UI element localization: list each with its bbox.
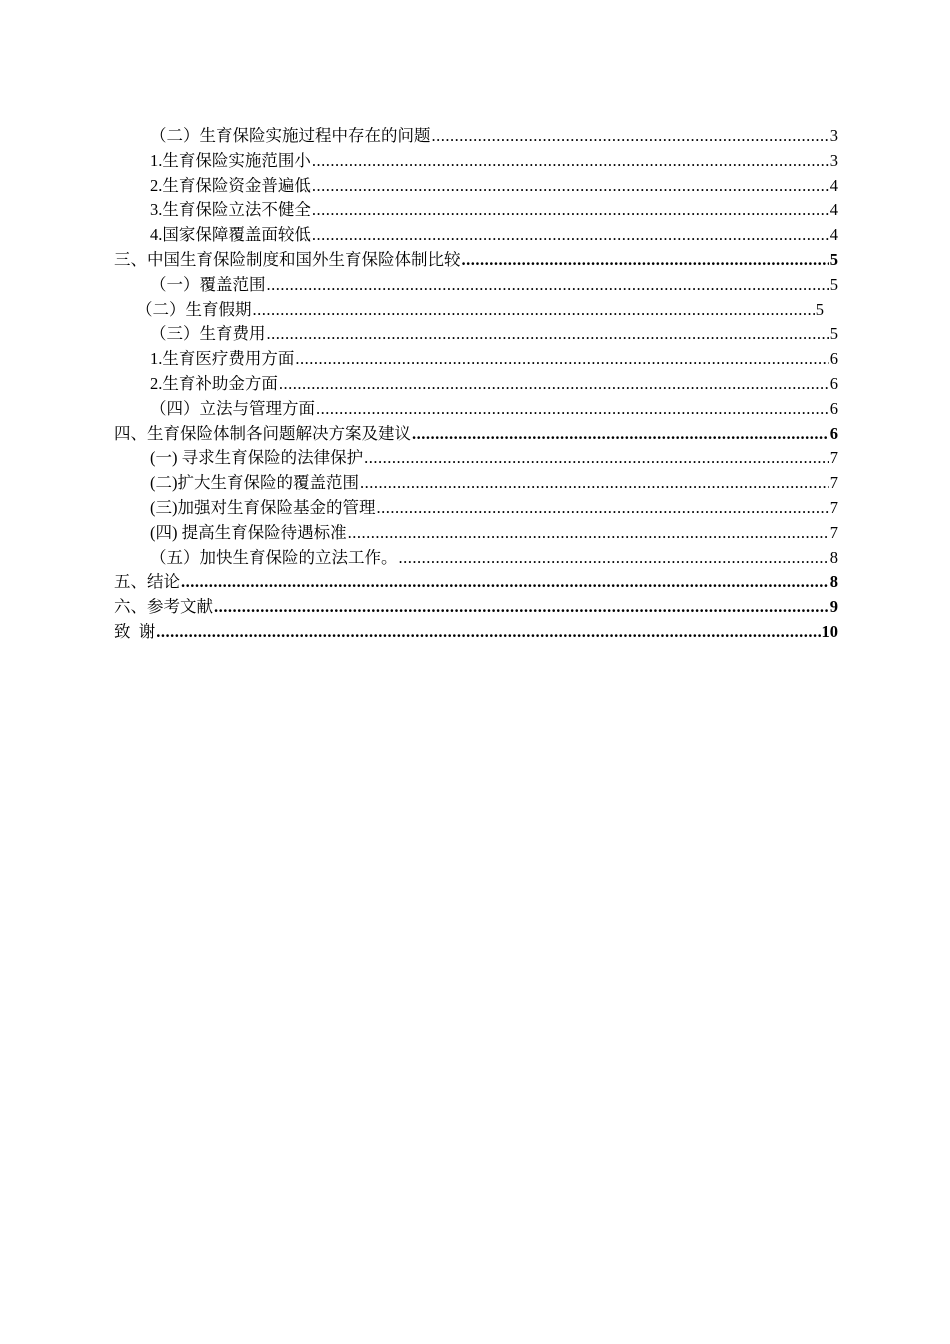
toc-entry[interactable] (114, 521, 838, 546)
toc-entry[interactable] (114, 174, 838, 199)
toc-page-number: 7 (829, 497, 838, 517)
toc-entry-label: （三）生育费用 (150, 324, 266, 344)
toc-page-number: 7 (829, 473, 838, 493)
toc-dot-leader (295, 347, 828, 372)
toc-page-number: 8 (829, 572, 838, 592)
toc-dot-leader (312, 198, 829, 223)
toc-dot-leader (316, 397, 829, 422)
toc-page-number: 6 (829, 373, 838, 393)
toc-page-number: 4 (829, 200, 838, 220)
toc-entry[interactable] (114, 397, 838, 422)
toc-section-entry[interactable] (114, 570, 838, 595)
toc-page-number: 5 (829, 249, 838, 269)
table-of-contents (114, 124, 838, 645)
toc-dot-leader (312, 223, 829, 248)
toc-dot-leader (432, 124, 829, 149)
toc-entry-label: 2.生育补助金方面 (150, 373, 278, 393)
toc-entry-label: 2.生育保险资金普遍低 (150, 175, 311, 195)
toc-section-entry[interactable] (114, 595, 838, 620)
toc-entry[interactable] (114, 471, 838, 496)
toc-entry[interactable] (114, 124, 838, 149)
toc-entry-label: (三)加强对生育保险基金的管理 (150, 497, 376, 517)
toc-entry[interactable] (114, 322, 838, 347)
toc-entry[interactable] (114, 446, 838, 471)
toc-page-number: 7 (829, 448, 838, 468)
toc-dot-leader (214, 595, 829, 620)
toc-entry-label: (一) 寻求生育保险的法律保护 (150, 448, 364, 468)
toc-entry-label: （五）加快生育保险的立法工作。 (150, 547, 398, 567)
toc-page-number: 6 (829, 423, 838, 443)
toc-entry-label: (四) 提高生育保险待遇标准 (150, 522, 347, 542)
toc-entry[interactable] (114, 372, 838, 397)
toc-entry-label: （一）覆盖范围 (150, 274, 266, 294)
toc-dot-leader (312, 174, 829, 199)
toc-entry[interactable] (114, 298, 824, 323)
toc-dot-leader (399, 546, 829, 571)
toc-dot-leader (377, 496, 829, 521)
toc-entry[interactable] (114, 223, 838, 248)
toc-page-number: 6 (829, 349, 838, 369)
toc-dot-leader (279, 372, 829, 397)
toc-entry[interactable] (114, 347, 838, 372)
toc-entry-label: （二）生育假期 (136, 299, 252, 319)
toc-page-number: 10 (821, 621, 838, 641)
toc-entry-label: （四）立法与管理方面 (150, 398, 315, 418)
toc-entry-label: 四、生育保险体制各问题解决方案及建议 (114, 423, 411, 443)
toc-entry[interactable] (114, 198, 838, 223)
toc-dot-leader (312, 149, 829, 174)
toc-page-number: 8 (829, 547, 838, 567)
toc-entry-label: 1.生育保险实施范围小 (150, 150, 311, 170)
toc-dot-leader (360, 471, 829, 496)
toc-section-entry[interactable] (114, 620, 838, 645)
toc-page-number: 3 (829, 150, 838, 170)
toc-entry-label: 致 谢 (114, 621, 156, 641)
toc-page-number: 7 (829, 522, 838, 542)
toc-section-entry[interactable] (114, 422, 838, 447)
toc-page-number: 5 (829, 324, 838, 344)
toc-entry-label: 4.国家保障覆盖面较低 (150, 225, 311, 245)
toc-dot-leader (462, 248, 829, 273)
toc-entry-label: 3.生育保险立法不健全 (150, 200, 311, 220)
toc-entry-label: 五、结论 (114, 572, 180, 592)
toc-entry-label: （二）生育保险实施过程中存在的问题 (150, 126, 431, 145)
toc-dot-leader (253, 298, 815, 323)
toc-page-number: 3 (829, 126, 838, 145)
toc-dot-leader (156, 620, 820, 645)
toc-entry[interactable] (114, 273, 838, 298)
toc-dot-leader (267, 322, 829, 347)
toc-entry-label: (二)扩大生育保险的覆盖范围 (150, 473, 359, 493)
toc-entry[interactable] (114, 546, 838, 571)
toc-page-number: 9 (829, 597, 838, 617)
toc-page-number: 5 (815, 299, 824, 319)
toc-dot-leader (181, 570, 829, 595)
toc-dot-leader (412, 422, 829, 447)
toc-dot-leader (348, 521, 829, 546)
toc-entry[interactable] (114, 149, 838, 174)
toc-page-number: 4 (829, 225, 838, 245)
toc-entry[interactable] (114, 496, 838, 521)
toc-page-number: 6 (829, 398, 838, 418)
toc-dot-leader (267, 273, 829, 298)
toc-entry-label: 1.生育医疗费用方面 (150, 349, 295, 369)
toc-page-number: 5 (829, 274, 838, 294)
toc-section-entry[interactable] (114, 248, 838, 273)
toc-page-number: 4 (829, 175, 838, 195)
toc-entry-label: 六、参考文献 (114, 597, 213, 617)
toc-dot-leader (364, 446, 829, 471)
toc-entry-label: 三、中国生育保险制度和国外生育保险体制比较 (114, 249, 461, 269)
